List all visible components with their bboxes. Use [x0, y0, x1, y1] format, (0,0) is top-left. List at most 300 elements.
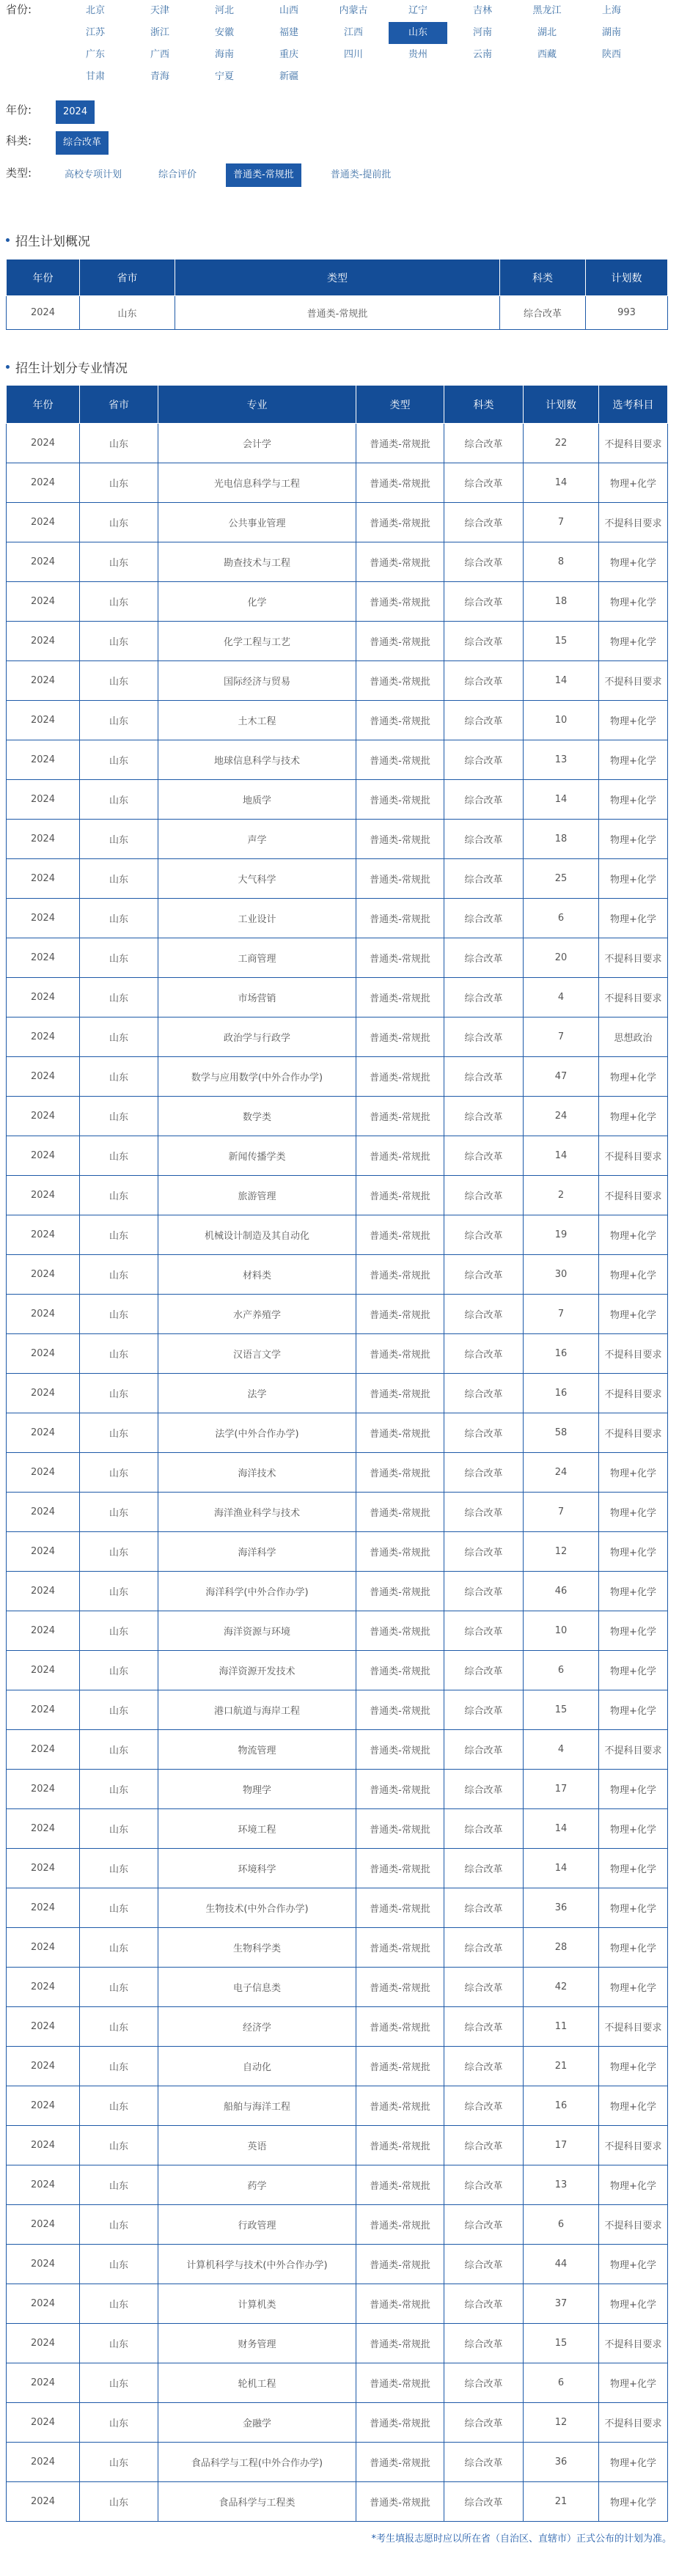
- province-chip[interactable]: 宁夏: [214, 71, 234, 82]
- province-chip[interactable]: 江西: [343, 27, 363, 38]
- table-row: [7, 2363, 668, 2403]
- table-cell: 山东: [80, 2007, 158, 2047]
- table-cell: 16: [524, 1374, 599, 1413]
- table-cell: 综合改革: [444, 1770, 524, 1809]
- table-cell: 综合改革: [444, 2443, 524, 2482]
- table-cell: 山东: [80, 1176, 158, 1215]
- table-cell: 普通类-常规批: [356, 1730, 444, 1770]
- table-cell: 自动化: [158, 2047, 356, 2086]
- table-cell: 综合改革: [444, 780, 524, 820]
- table-row: [7, 899, 668, 938]
- table-cell: 物理+化学: [599, 2086, 668, 2126]
- table-cell: 14: [524, 1809, 599, 1849]
- table-cell: 2024: [7, 1572, 80, 1611]
- table-cell: 24: [524, 1097, 599, 1136]
- table-row: [7, 859, 668, 899]
- table-cell: 物理+化学: [599, 1849, 668, 1888]
- table-cell: 2024: [7, 1176, 80, 1215]
- table-cell: 2024: [7, 424, 80, 463]
- table-cell: 山东: [80, 820, 158, 859]
- table-cell: 2024: [7, 2482, 80, 2522]
- table-cell: 综合改革: [444, 622, 524, 661]
- table-cell: 综合改革: [500, 296, 586, 330]
- table-cell: 行政管理: [158, 2205, 356, 2245]
- table-cell: 物理+化学: [599, 1057, 668, 1097]
- table-cell: 不提科目要求: [599, 2324, 668, 2363]
- table-cell: 42: [524, 1968, 599, 2007]
- table-cell: 综合改革: [444, 1215, 524, 1255]
- table-row: [7, 2086, 668, 2126]
- table-cell: 物理+化学: [599, 1809, 668, 1849]
- table-cell: 综合改革: [444, 2007, 524, 2047]
- table-cell: 6: [524, 899, 599, 938]
- table-cell: 物理+化学: [599, 1770, 668, 1809]
- table-cell: 普通类-常规批: [356, 1215, 444, 1255]
- table-cell: 山东: [80, 1017, 158, 1057]
- table-cell: 2024: [7, 1849, 80, 1888]
- table-cell: 普通类-常规批: [175, 296, 500, 330]
- table-cell: 22: [524, 424, 599, 463]
- table-cell: 山东: [80, 1493, 158, 1532]
- table-cell: 会计学: [158, 424, 356, 463]
- table-cell: 思想政治: [599, 1017, 668, 1057]
- column-header: 类型: [356, 386, 444, 424]
- table-cell: 山东: [80, 1770, 158, 1809]
- table-cell: 综合改革: [444, 1493, 524, 1532]
- table-cell: 综合改革: [444, 1374, 524, 1413]
- table-cell: 21: [524, 2482, 599, 2522]
- province-chip[interactable]: 西藏: [537, 49, 557, 60]
- table-cell: 14: [524, 1136, 599, 1176]
- table-cell: 综合改革: [444, 938, 524, 978]
- table-cell: 普通类-常规批: [356, 780, 444, 820]
- province-chip[interactable]: 河南: [472, 27, 492, 38]
- table-cell: 山东: [80, 780, 158, 820]
- table-cell: 普通类-常规批: [356, 1136, 444, 1176]
- table-cell: 法学: [158, 1374, 356, 1413]
- table-cell: 环境科学: [158, 1849, 356, 1888]
- table-cell: 综合改革: [444, 2205, 524, 2245]
- table-cell: 山东: [80, 740, 158, 780]
- table-cell: 生物科学类: [158, 1928, 356, 1968]
- table-cell: 政治学与行政学: [158, 1017, 356, 1057]
- table-cell: 计算机类: [158, 2284, 356, 2324]
- table-cell: 2024: [7, 503, 80, 542]
- province-chip[interactable]: 重庆: [279, 49, 298, 60]
- table-cell: 普通类-常规批: [356, 1374, 444, 1413]
- table-cell: 2024: [7, 2284, 80, 2324]
- province-chip[interactable]: 浙江: [150, 27, 169, 38]
- table-cell: 物理+化学: [599, 2245, 668, 2284]
- type-chip[interactable]: 高校专项计划: [65, 169, 122, 180]
- table-cell: 物流管理: [158, 1730, 356, 1770]
- table-cell: 7: [524, 1017, 599, 1057]
- table-cell: 2024: [7, 978, 80, 1017]
- province-chip[interactable]: 天津: [150, 5, 169, 16]
- table-row: [7, 503, 668, 542]
- table-row: [7, 296, 668, 330]
- table-cell: 普通类-常规批: [356, 899, 444, 938]
- table-cell: 2024: [7, 740, 80, 780]
- table-cell: 新闻传播学类: [158, 1136, 356, 1176]
- table-cell: 21: [524, 2047, 599, 2086]
- table-cell: 综合改革: [444, 582, 524, 622]
- table-cell: 山东: [80, 622, 158, 661]
- table-cell: 物理+化学: [599, 1888, 668, 1928]
- table-cell: 物理学: [158, 1770, 356, 1809]
- table-cell: 山东: [80, 978, 158, 1017]
- table-cell: 财务管理: [158, 2324, 356, 2363]
- province-chip[interactable]: 贵州: [408, 49, 427, 60]
- table-cell: 物理+化学: [599, 2165, 668, 2205]
- table-cell: 普通类-常规批: [356, 938, 444, 978]
- table-row: [7, 2007, 668, 2047]
- table-cell: 物理+化学: [599, 2363, 668, 2403]
- province-chip[interactable]: 湖北: [537, 27, 557, 38]
- province-chip[interactable]: 广西: [150, 49, 169, 60]
- table-cell: 普通类-常规批: [356, 820, 444, 859]
- table-cell: 物理+化学: [599, 1968, 668, 2007]
- table-row: [7, 1809, 668, 1849]
- bullet-dot-icon: [6, 365, 10, 369]
- subject-chip[interactable]: 综合改革: [56, 131, 109, 155]
- column-header: 科类: [500, 260, 586, 296]
- table-cell: 2024: [7, 622, 80, 661]
- table-cell: 993: [586, 296, 668, 330]
- table-cell: 综合改革: [444, 1057, 524, 1097]
- table-row: [7, 2284, 668, 2324]
- table-cell: 山东: [80, 2324, 158, 2363]
- province-chip[interactable]: 内蒙古: [339, 5, 368, 16]
- table-cell: 不提科目要求: [599, 2403, 668, 2443]
- table-cell: 30: [524, 1255, 599, 1295]
- table-cell: 普通类-常规批: [356, 2245, 444, 2284]
- table-cell: 普通类-常规批: [356, 463, 444, 503]
- province-chip[interactable]: 湖南: [601, 27, 621, 38]
- table-cell: 2024: [7, 2205, 80, 2245]
- table-cell: 普通类-常规批: [356, 1572, 444, 1611]
- table-cell: 10: [524, 1611, 599, 1651]
- table-cell: 普通类-常规批: [356, 1690, 444, 1730]
- column-header: 省市: [80, 260, 175, 296]
- table-cell: 综合改革: [444, 1017, 524, 1057]
- table-cell: 2024: [7, 1651, 80, 1690]
- table-row: [7, 1255, 668, 1295]
- table-cell: 山东: [80, 2047, 158, 2086]
- type-chip[interactable]: 普通类-提前批: [330, 169, 392, 180]
- overview-title: 招生计划概况: [15, 235, 90, 249]
- table-cell: 山东: [80, 2205, 158, 2245]
- table-cell: 普通类-常规批: [356, 2205, 444, 2245]
- table-cell: 2024: [7, 1928, 80, 1968]
- province-chip[interactable]: 河北: [214, 5, 234, 16]
- table-cell: 18: [524, 582, 599, 622]
- table-cell: 2024: [7, 2403, 80, 2443]
- table-cell: 食品科学与工程(中外合作办学): [158, 2443, 356, 2482]
- type-chip-list: [48, 163, 657, 187]
- table-cell: 海洋科学(中外合作办学): [158, 1572, 356, 1611]
- table-cell: 综合改革: [444, 1136, 524, 1176]
- province-chip[interactable]: 北京: [85, 5, 105, 16]
- table-row: [7, 1057, 668, 1097]
- table-cell: 25: [524, 859, 599, 899]
- table-cell: 2024: [7, 859, 80, 899]
- majors-section-title: [6, 358, 672, 376]
- table-cell: 综合改革: [444, 2086, 524, 2126]
- table-cell: 7: [524, 503, 599, 542]
- table-cell: 普通类-常规批: [356, 1770, 444, 1809]
- table-cell: 汉语言文学: [158, 1334, 356, 1374]
- table-cell: 综合改革: [444, 1097, 524, 1136]
- table-cell: 综合改革: [444, 542, 524, 582]
- table-cell: 生物技术(中外合作办学): [158, 1888, 356, 1928]
- table-cell: 物理+化学: [599, 2443, 668, 2482]
- table-cell: 山东: [80, 1057, 158, 1097]
- table-cell: 综合改革: [444, 2047, 524, 2086]
- table-row: [7, 1690, 668, 1730]
- column-header: 科类: [444, 386, 524, 424]
- table-cell: 2024: [7, 661, 80, 701]
- table-cell: 物理+化学: [599, 1532, 668, 1572]
- year-chip-list: [48, 100, 657, 124]
- table-cell: 水产养殖学: [158, 1295, 356, 1334]
- table-cell: 山东: [80, 1651, 158, 1690]
- table-cell: 36: [524, 1888, 599, 1928]
- table-row: [7, 1849, 668, 1888]
- table-cell: 2024: [7, 296, 80, 330]
- table-cell: 普通类-常规批: [356, 1968, 444, 2007]
- table-row: [7, 978, 668, 1017]
- table-cell: 山东: [80, 1532, 158, 1572]
- province-chip[interactable]: 辽宁: [408, 5, 427, 16]
- table-cell: 综合改革: [444, 701, 524, 740]
- table-cell: 7: [524, 1295, 599, 1334]
- table-cell: 综合改革: [444, 1413, 524, 1453]
- table-cell: 2024: [7, 2007, 80, 2047]
- table-cell: 综合改革: [444, 2363, 524, 2403]
- table-cell: 普通类-常规批: [356, 1611, 444, 1651]
- table-cell: 普通类-常规批: [356, 1453, 444, 1493]
- overview-section-title: [6, 231, 672, 249]
- table-cell: 综合改革: [444, 2245, 524, 2284]
- table-row: [7, 1611, 668, 1651]
- table-cell: 不提科目要求: [599, 2205, 668, 2245]
- province-chip[interactable]: 海南: [214, 49, 234, 60]
- table-cell: 山东: [80, 296, 175, 330]
- table-cell: 国际经济与贸易: [158, 661, 356, 701]
- table-cell: 物理+化学: [599, 1453, 668, 1493]
- table-cell: 2024: [7, 1136, 80, 1176]
- table-cell: 山东: [80, 582, 158, 622]
- table-cell: 综合改革: [444, 2482, 524, 2522]
- province-filter: [6, 0, 672, 88]
- table-cell: 2024: [7, 1809, 80, 1849]
- table-cell: 金融学: [158, 2403, 356, 2443]
- footnote: *考生填报志愿时应以所在省（自治区、直辖市）正式公布的计划为准。: [371, 2533, 672, 2544]
- table-cell: 化学工程与工艺: [158, 622, 356, 661]
- table-cell: 2024: [7, 582, 80, 622]
- province-chip[interactable]: 黑龙江: [532, 5, 562, 16]
- table-cell: 14: [524, 1849, 599, 1888]
- table-row: [7, 1453, 668, 1493]
- province-chip[interactable]: 广东: [85, 49, 105, 60]
- table-cell: 山东: [80, 2284, 158, 2324]
- year-chip[interactable]: 2024: [56, 100, 95, 124]
- table-cell: 物理+化学: [599, 463, 668, 503]
- table-cell: 2024: [7, 1057, 80, 1097]
- table-cell: 山东: [80, 1928, 158, 1968]
- table-cell: 2024: [7, 2126, 80, 2165]
- table-cell: 普通类-常规批: [356, 1532, 444, 1572]
- table-cell: 综合改革: [444, 424, 524, 463]
- table-cell: 数学与应用数学(中外合作办学): [158, 1057, 356, 1097]
- table-cell: 58: [524, 1413, 599, 1453]
- table-cell: 材料类: [158, 1255, 356, 1295]
- table-cell: 普通类-常规批: [356, 424, 444, 463]
- table-cell: 普通类-常规批: [356, 1493, 444, 1532]
- table-cell: 普通类-常规批: [356, 1017, 444, 1057]
- table-cell: 山东: [80, 1413, 158, 1453]
- table-cell: 综合改革: [444, 1176, 524, 1215]
- table-cell: 综合改革: [444, 1453, 524, 1493]
- majors-table: [6, 385, 668, 2522]
- table-row: [7, 542, 668, 582]
- table-cell: 24: [524, 1453, 599, 1493]
- type-chip[interactable]: 普通类-常规批: [226, 163, 301, 187]
- province-chip[interactable]: 青海: [150, 71, 169, 82]
- table-cell: 2024: [7, 1374, 80, 1413]
- table-cell: 地球信息科学与技术: [158, 740, 356, 780]
- table-cell: 食品科学与工程类: [158, 2482, 356, 2522]
- table-row: [7, 2482, 668, 2522]
- table-cell: 6: [524, 2205, 599, 2245]
- table-cell: 物理+化学: [599, 1928, 668, 1968]
- table-cell: 2024: [7, 542, 80, 582]
- table-cell: 15: [524, 2324, 599, 2363]
- table-cell: 普通类-常规批: [356, 2284, 444, 2324]
- table-cell: 山东: [80, 2403, 158, 2443]
- table-cell: 海洋科学: [158, 1532, 356, 1572]
- province-chip[interactable]: 山东: [389, 22, 447, 44]
- table-cell: 4: [524, 978, 599, 1017]
- table-cell: 山东: [80, 661, 158, 701]
- table-cell: 不提科目要求: [599, 2007, 668, 2047]
- table-cell: 46: [524, 1572, 599, 1611]
- table-cell: 普通类-常规批: [356, 1651, 444, 1690]
- table-cell: 19: [524, 1215, 599, 1255]
- table-cell: 物理+化学: [599, 1572, 668, 1611]
- table-cell: 普通类-常规批: [356, 661, 444, 701]
- province-chip[interactable]: 吉林: [472, 5, 492, 16]
- table-row: [7, 1097, 668, 1136]
- table-row: [7, 820, 668, 859]
- table-cell: 15: [524, 622, 599, 661]
- table-cell: 普通类-常规批: [356, 1057, 444, 1097]
- table-cell: 机械设计制造及其自动化: [158, 1215, 356, 1255]
- table-cell: 2024: [7, 1413, 80, 1453]
- table-cell: 2024: [7, 2324, 80, 2363]
- table-cell: 13: [524, 740, 599, 780]
- province-chip[interactable]: 安徽: [214, 27, 234, 38]
- type-chip[interactable]: 综合评价: [158, 169, 197, 180]
- table-cell: 37: [524, 2284, 599, 2324]
- table-cell: 13: [524, 2165, 599, 2205]
- table-cell: 2: [524, 1176, 599, 1215]
- table-cell: 勘查技术与工程: [158, 542, 356, 582]
- table-cell: 14: [524, 463, 599, 503]
- province-chip[interactable]: 陕西: [601, 49, 621, 60]
- column-header: 省市: [80, 386, 158, 424]
- province-chip[interactable]: 福建: [279, 27, 298, 38]
- table-cell: 2024: [7, 820, 80, 859]
- table-row: [7, 1017, 668, 1057]
- table-cell: 计算机科学与技术(中外合作办学): [158, 2245, 356, 2284]
- table-row: [7, 1968, 668, 2007]
- table-cell: 16: [524, 1334, 599, 1374]
- table-cell: 综合改革: [444, 978, 524, 1017]
- table-cell: 综合改革: [444, 2165, 524, 2205]
- table-cell: 6: [524, 2363, 599, 2403]
- table-cell: 海洋渔业科学与技术: [158, 1493, 356, 1532]
- table-cell: 电子信息类: [158, 1968, 356, 2007]
- table-cell: 大气科学: [158, 859, 356, 899]
- table-row: [7, 2324, 668, 2363]
- column-header: 计划数: [586, 260, 668, 296]
- table-cell: 不提科目要求: [599, 978, 668, 1017]
- province-chip[interactable]: 上海: [601, 5, 621, 16]
- province-chip[interactable]: 四川: [343, 49, 363, 60]
- table-row: [7, 938, 668, 978]
- table-cell: 物理+化学: [599, 542, 668, 582]
- province-chip[interactable]: 云南: [472, 49, 492, 60]
- table-row: [7, 2245, 668, 2284]
- table-row: [7, 1651, 668, 1690]
- table-cell: 7: [524, 1493, 599, 1532]
- table-cell: 山东: [80, 2165, 158, 2205]
- column-header: 选考科目: [599, 386, 668, 424]
- table-cell: 光电信息科学与工程: [158, 463, 356, 503]
- table-cell: 不提科目要求: [599, 1136, 668, 1176]
- table-cell: 2024: [7, 780, 80, 820]
- table-cell: 山东: [80, 463, 158, 503]
- table-cell: 16: [524, 2086, 599, 2126]
- table-cell: 不提科目要求: [599, 1413, 668, 1453]
- table-cell: 公共事业管理: [158, 503, 356, 542]
- table-cell: 数学类: [158, 1097, 356, 1136]
- table-cell: 综合改革: [444, 1928, 524, 1968]
- table-row: [7, 740, 668, 780]
- subject-filter: [6, 131, 672, 155]
- table-cell: 综合改革: [444, 1334, 524, 1374]
- province-chip[interactable]: 江苏: [85, 27, 105, 38]
- province-chip[interactable]: 新疆: [279, 71, 298, 82]
- table-cell: 普通类-常规批: [356, 1097, 444, 1136]
- table-row: [7, 1928, 668, 1968]
- table-cell: 综合改革: [444, 503, 524, 542]
- table-cell: 普通类-常规批: [356, 1334, 444, 1374]
- province-chip[interactable]: 甘肃: [85, 71, 105, 82]
- table-cell: 14: [524, 780, 599, 820]
- table-cell: 11: [524, 2007, 599, 2047]
- table-cell: 普通类-常规批: [356, 2086, 444, 2126]
- table-row: [7, 463, 668, 503]
- table-cell: 轮机工程: [158, 2363, 356, 2403]
- province-chip[interactable]: 山西: [279, 5, 298, 16]
- table-cell: 综合改革: [444, 1651, 524, 1690]
- table-cell: 2024: [7, 2245, 80, 2284]
- table-cell: 普通类-常规批: [356, 2482, 444, 2522]
- table-row: [7, 1572, 668, 1611]
